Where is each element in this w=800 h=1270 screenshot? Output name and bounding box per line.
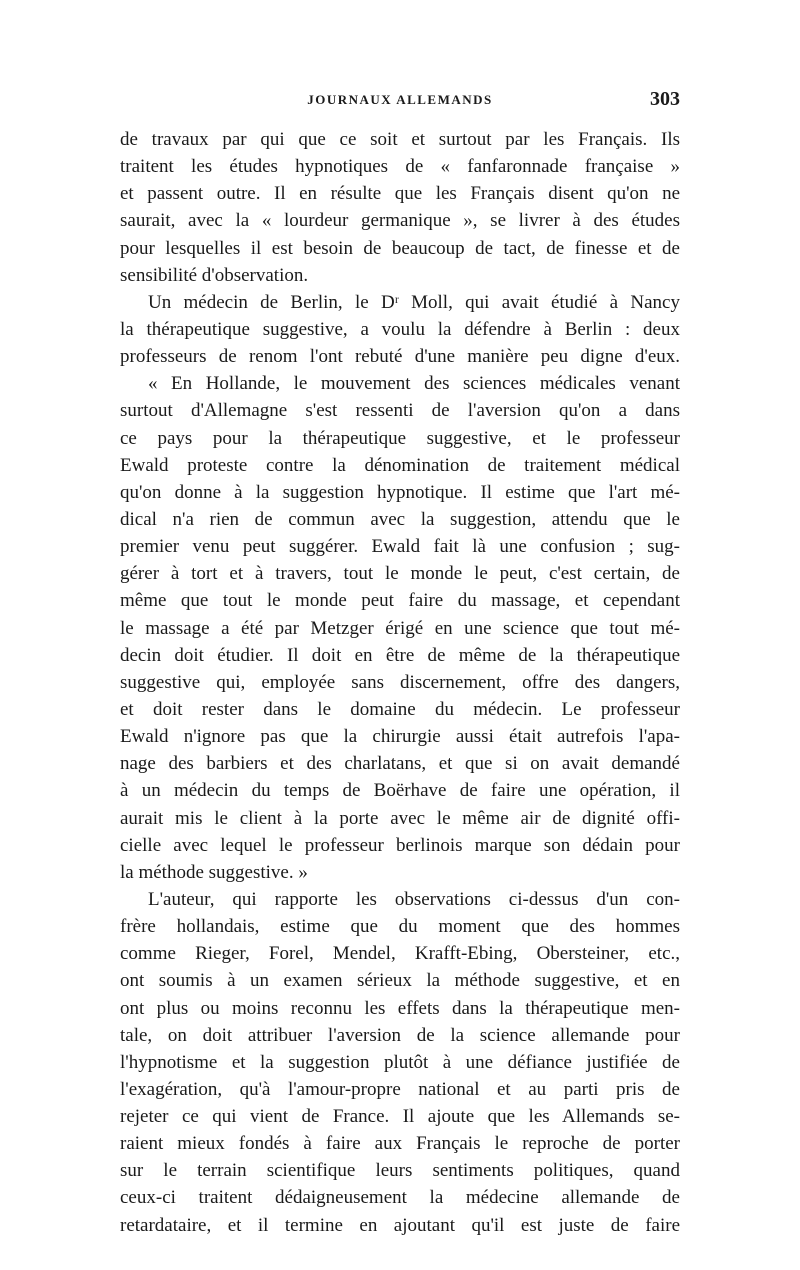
text-line: suggestive qui, employée sans discernement, offre des dangers,: [120, 671, 680, 693]
text-line: la méthode suggestive. »: [120, 861, 308, 883]
text-line: pour lesquelles il est besoin de beaucoup de tact, de finesse et de: [120, 237, 680, 259]
text-line: retardataire, et il termine en ajoutant qu'il est juste de faire: [120, 1214, 680, 1236]
text-line: L'auteur, qui rapporte les observations ci-dessus d'un con-: [148, 888, 680, 910]
text-line: saurait, avec la « lourdeur germanique », se livrer à des études: [120, 210, 680, 232]
text-line: aurait mis le client à la porte avec le même air de dignité offi-: [120, 807, 680, 829]
text-line: surtout d'Allemagne s'est ressenti de l'aversion qu'on a dans: [120, 400, 680, 422]
text-line: traitent les études hypnotiques de « fanfaronnade française »: [120, 156, 680, 178]
text-line: l'exagération, qu'à l'amour-propre national et au parti pris de: [120, 1078, 680, 1100]
text-line: sensibilité d'observation.: [120, 264, 309, 286]
text-line: l'hypnotisme et la suggestion plutôt à une défiance justifiée de: [120, 1051, 680, 1073]
text-line: ont plus ou moins reconnu les effets dans la thérapeutique men-: [120, 997, 680, 1019]
text-line: même que tout le monde peut faire du massage, et cependant: [120, 590, 680, 612]
text-line: qu'on donne à la suggestion hypnotique. Il estime que l'art mé-: [120, 481, 680, 503]
text-line: tale, on doit attribuer l'aversion de la science allemande pour: [120, 1024, 680, 1046]
text-line: professeurs de renom l'ont rebuté d'une manière peu digne d'eux.: [120, 346, 680, 368]
text-line: Ewald proteste contre la dénomination de traitement médical: [120, 454, 680, 476]
running-head: [120, 88, 680, 116]
text-line: cielle avec lequel le professeur berlinois marque son dédain pour: [120, 834, 680, 856]
text-line: Ewald n'ignore pas que la chirurgie aussi était autrefois l'apa-: [120, 726, 680, 748]
text-line: Un médecin de Berlin, le Dʳ Moll, qui avait étudié à Nancy: [148, 291, 680, 313]
text-line: ce pays pour la thérapeutique suggestive, et le professeur: [120, 427, 680, 449]
text-line: à un médecin du temps de Boërhave de faire une opération, il: [120, 780, 680, 802]
text-line: et passent outre. Il en résulte que les Français disent qu'on ne: [120, 183, 680, 205]
text-line: ont soumis à un examen sérieux la méthode suggestive, et en: [120, 970, 680, 992]
text-line: sur le terrain scientifique leurs sentiments politiques, quand: [120, 1160, 680, 1182]
page-number: 303: [650, 88, 680, 110]
running-title: JOURNAUX ALLEMANDS: [307, 92, 493, 107]
text-line: nage des barbiers et des charlatans, et que si on avait demandé: [120, 753, 680, 775]
body-text: [120, 126, 680, 1239]
text-line: rejeter ce qui vient de France. Il ajoute que les Allemands se-: [120, 1106, 680, 1128]
text-line: raient mieux fondés à faire aux Français le reproche de porter: [120, 1133, 680, 1155]
text-line: decin doit étudier. Il doit en être de même de la thérapeutique: [120, 644, 680, 666]
text-line: dical n'a rien de commun avec la suggestion, attendu que le: [120, 508, 680, 530]
text-line: de travaux par qui que ce soit et surtout par les Français. Ils: [120, 129, 680, 150]
text-line: le massage a été par Metzger érigé en une science que tout mé-: [120, 617, 680, 639]
text-line: ceux-ci traitent dédaigneusement la médecine allemande de: [120, 1187, 680, 1209]
text-line: gérer à tort et à travers, tout le monde le peut, c'est certain, de: [120, 563, 680, 585]
text-line: et doit rester dans le domaine du médecin. Le professeur: [120, 698, 680, 720]
text-line: comme Rieger, Forel, Mendel, Krafft-Ebing, Obersteiner, etc.,: [120, 943, 680, 965]
text-line: « En Hollande, le mouvement des sciences médicales venant: [148, 373, 680, 395]
text-line: frère hollandais, estime que du moment que des hommes: [120, 916, 680, 938]
text-line: premier venu peut suggérer. Ewald fait là une confusion ; sug-: [120, 536, 680, 558]
text-line: la thérapeutique suggestive, a voulu la défendre à Berlin : deux: [120, 318, 680, 340]
